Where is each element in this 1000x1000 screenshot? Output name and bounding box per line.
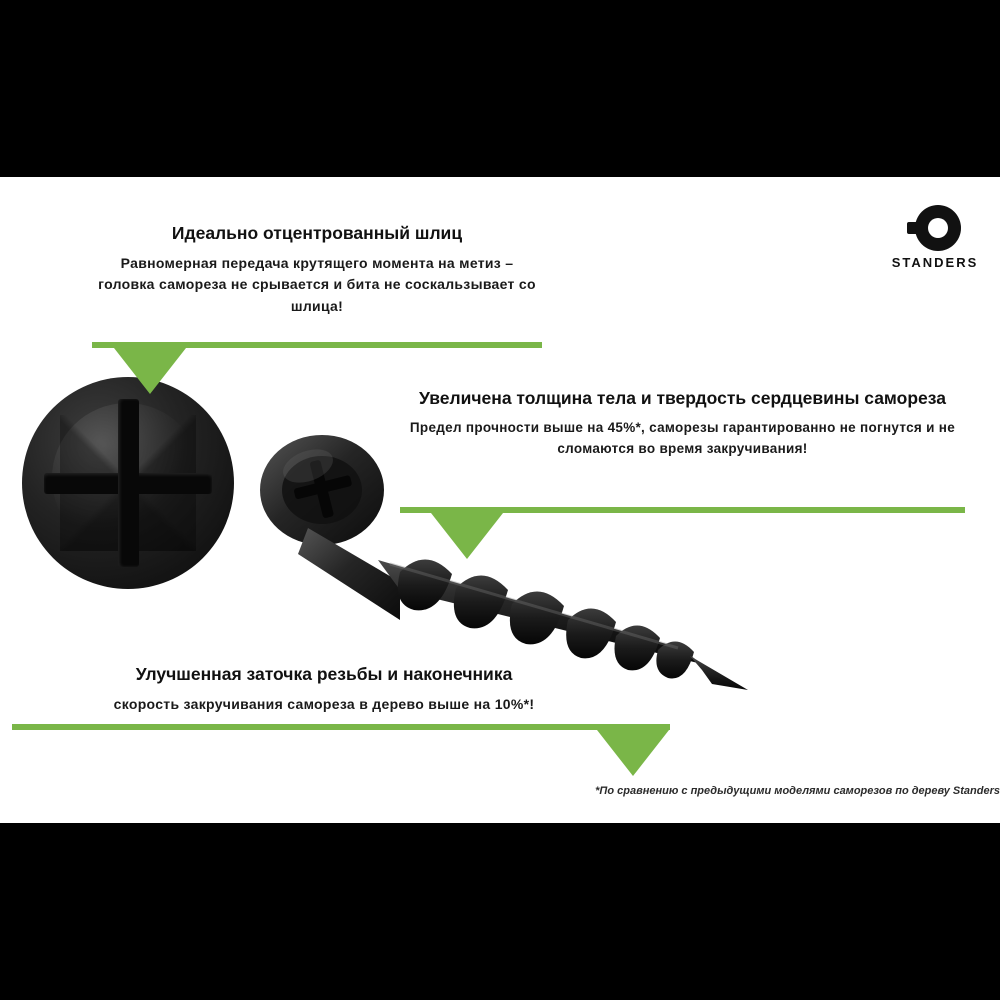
brand-name: STANDERS	[891, 255, 979, 270]
callout-3-headline: Улучшенная заточка резьбы и наконечника	[135, 664, 513, 684]
poster-canvas	[0, 177, 1000, 823]
callout-1-pointer-icon	[114, 348, 186, 394]
callout-2-body: Предел прочности выше на 45%*, саморезы гарантированно не погнутся и не сломаются во время закручивания!	[409, 419, 956, 456]
callout-3-underline	[12, 724, 670, 730]
screw-head-slot-vertical	[118, 399, 139, 567]
brand-logo	[880, 205, 990, 270]
screw-head-photo	[22, 377, 234, 589]
callout-1-headline: Идеально отцентрованный шлиц	[171, 223, 463, 243]
standers-logo-icon	[907, 205, 963, 251]
footnote-text: *По сравнению с предыдущими моделями саморезов по дереву Standers	[595, 785, 1000, 797]
callout-2-headline: Увеличена толщина тела и твердость сердцевины самореза	[419, 388, 946, 408]
callout-block-1	[92, 222, 542, 318]
callout-1-body: Равномерная передача крутящего момента на метиз – головка самореза не срывается и бита не соскальзывает со шлица!	[98, 254, 536, 315]
callout-block-3	[24, 663, 624, 715]
callout-2-pointer-icon	[431, 513, 503, 559]
callout-3-body: скорость закручивания самореза в дерево выше на 10%*!	[113, 695, 535, 712]
callout-block-2	[400, 387, 965, 460]
callout-3-pointer-icon	[597, 730, 669, 776]
logo-ring-shape	[915, 205, 961, 251]
